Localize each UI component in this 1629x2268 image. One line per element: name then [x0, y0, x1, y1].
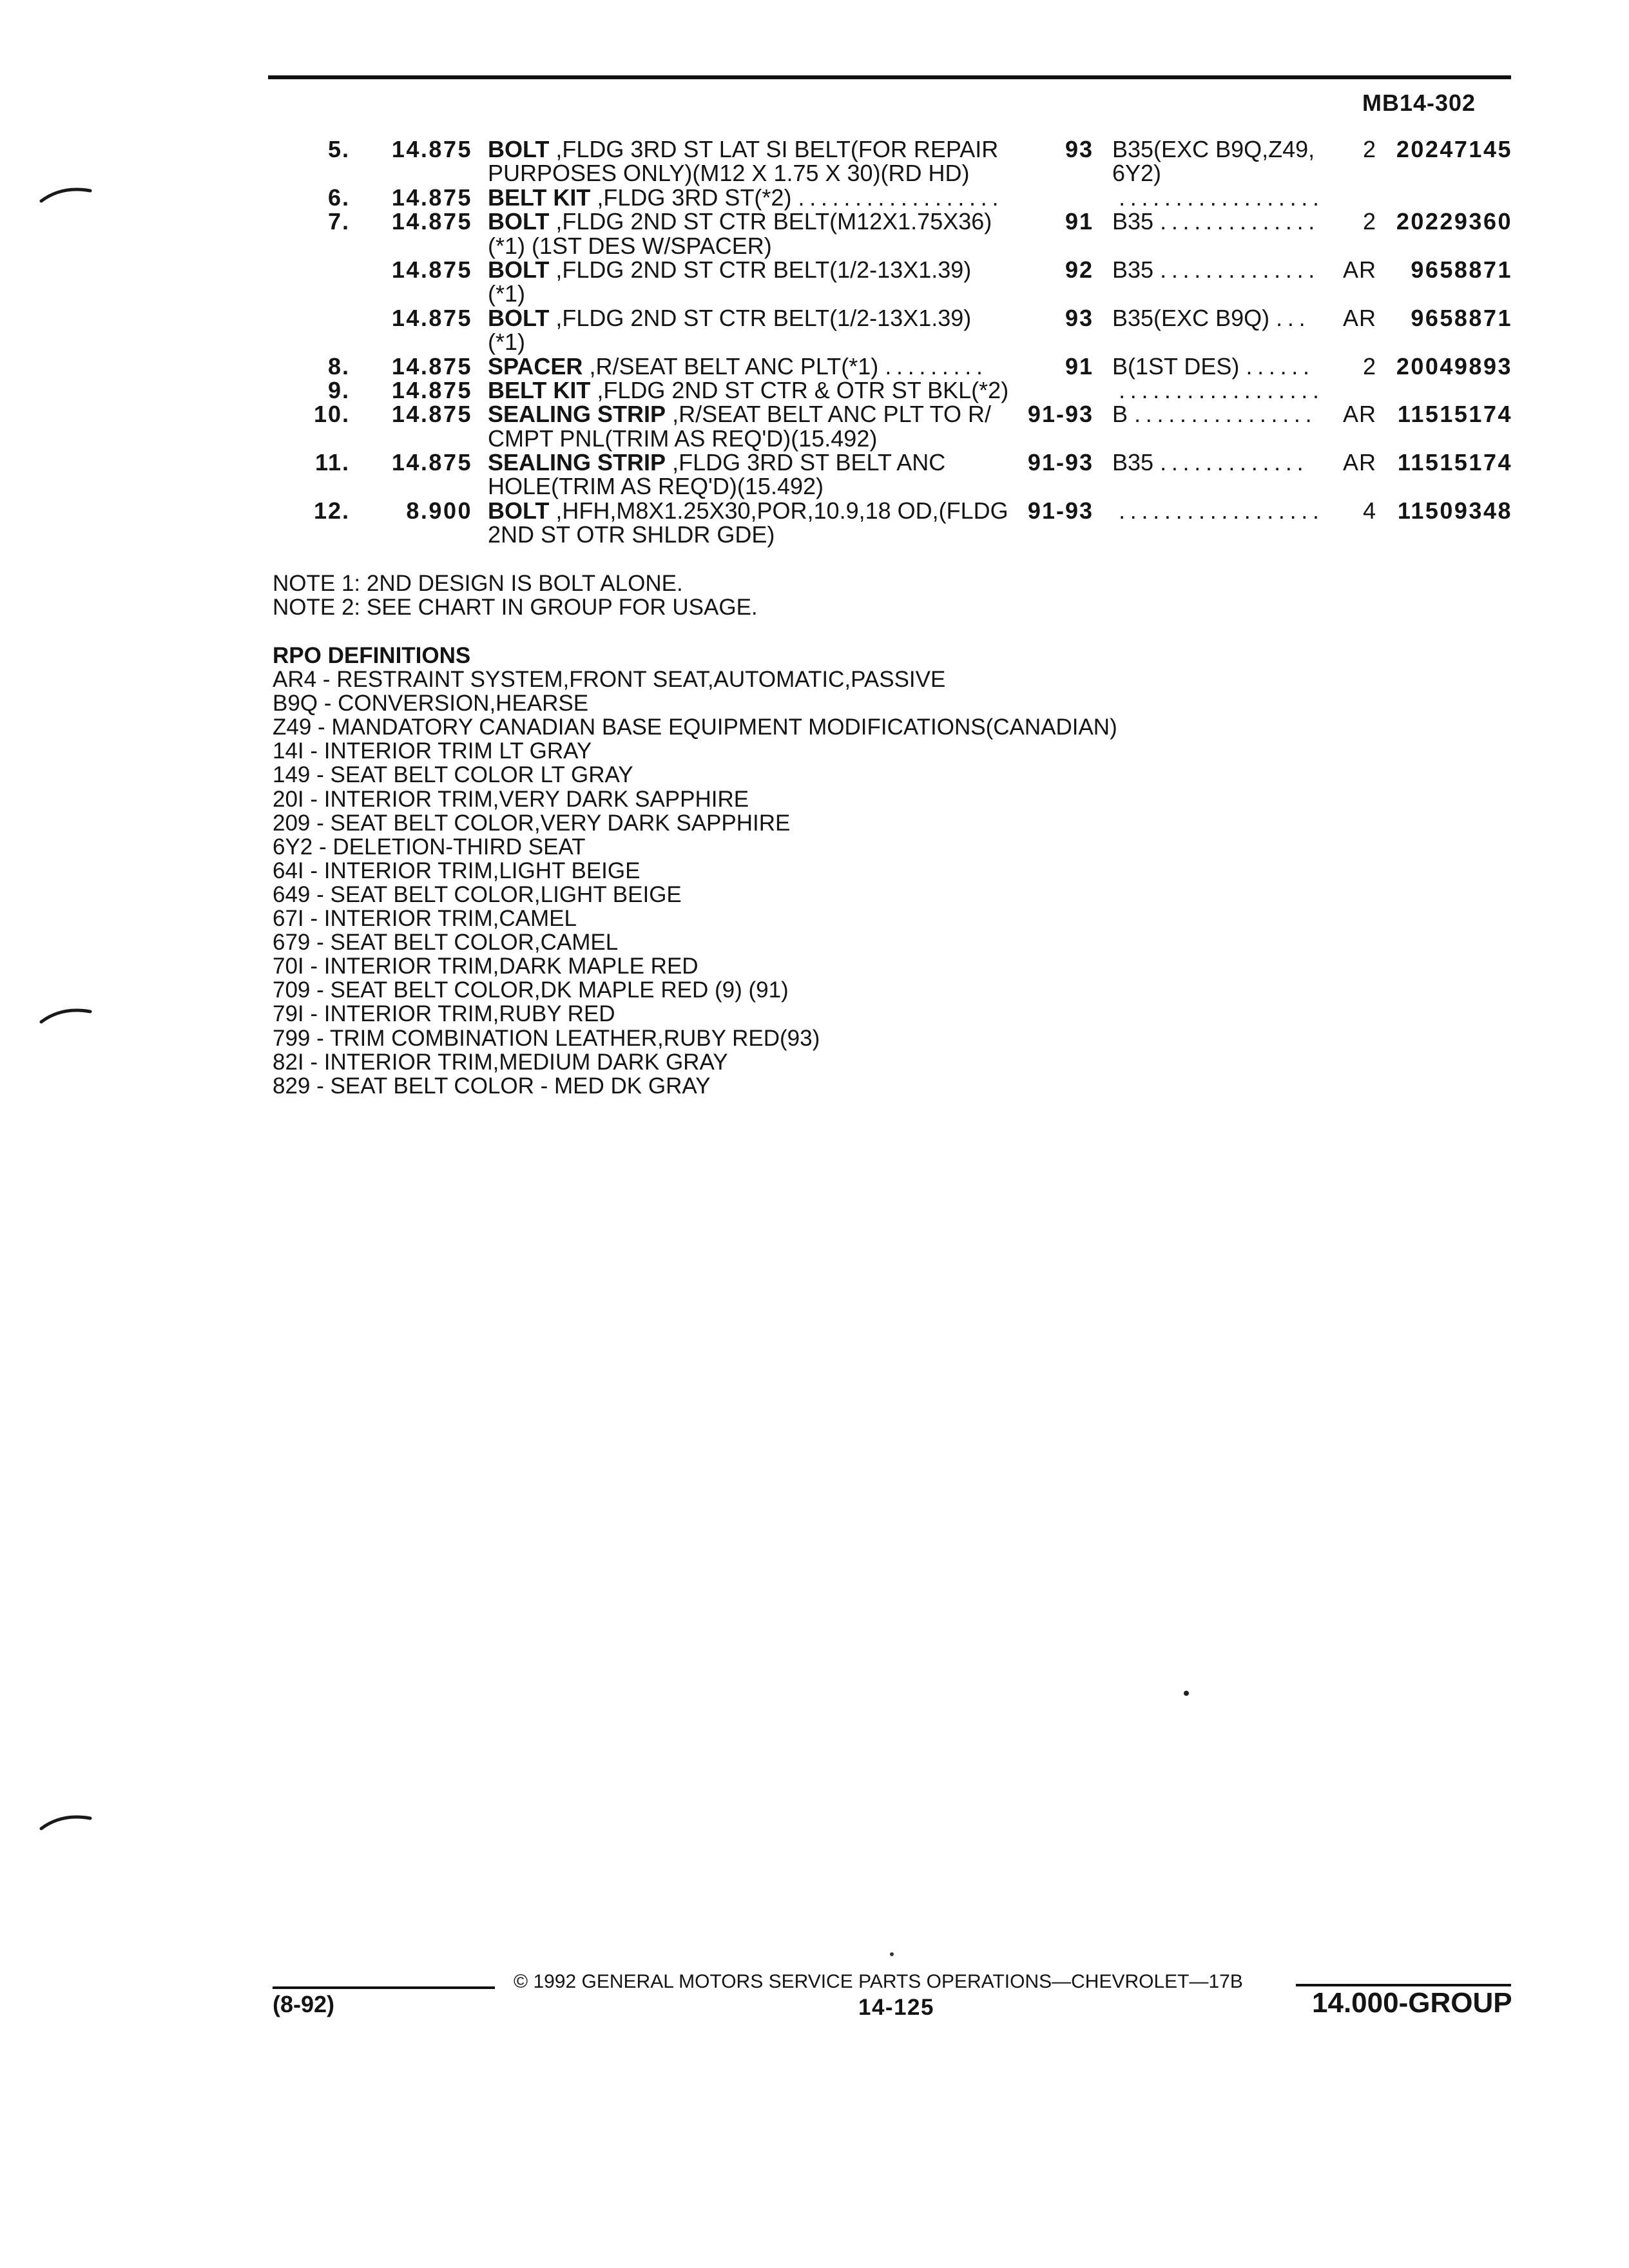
- description-text: (*1) (1ST DES W/SPACER): [488, 232, 772, 259]
- rpo-line: [1112, 137, 1315, 161]
- scan-speck: [1184, 1691, 1189, 1696]
- description-text: CMPT PNL(TRIM AS REQ'D)(15.492): [488, 425, 878, 452]
- leader-dots: ..............: [1160, 256, 1320, 283]
- description-line: [488, 234, 1629, 258]
- quantity: 2: [1362, 136, 1376, 162]
- description-text: ,FLDG 2ND ST CTR BELT(M12X1.75X36): [555, 208, 992, 235]
- catalog-number: 14.875: [391, 304, 472, 331]
- part-description: [488, 186, 1629, 209]
- description-line: [488, 523, 1629, 546]
- description-text: ,FLDG 3RD ST(*2): [597, 184, 792, 211]
- part-description: [488, 378, 1629, 402]
- rpo-definition: 67I - INTERIOR TRIM,CAMEL: [273, 906, 577, 932]
- rpo-definition: 70I - INTERIOR TRIM,DARK MAPLE RED: [273, 954, 699, 979]
- quantity: AR: [1342, 401, 1376, 428]
- part-number: 11515174: [1397, 449, 1512, 476]
- description-text: ,R/SEAT BELT ANC PLT TO R/: [672, 401, 991, 428]
- parts-row: [0, 378, 1629, 402]
- description-line: [488, 161, 1629, 185]
- quantity: AR: [1342, 304, 1376, 331]
- description-line: [488, 282, 1629, 305]
- catalog-number: 14.875: [391, 352, 472, 380]
- rpo-code-text: B: [1112, 401, 1128, 428]
- note-line: NOTE 1: 2ND DESIGN IS BOLT ALONE.: [273, 571, 683, 596]
- rpo-codes: [1112, 354, 1315, 378]
- quantity: AR: [1342, 256, 1376, 283]
- catalog-number: 14.875: [391, 401, 472, 428]
- rpo-line: [1112, 354, 1315, 378]
- rpo-line: [1112, 209, 1320, 233]
- rpo-definition: 209 - SEAT BELT COLOR,VERY DARK SAPPHIRE: [273, 810, 791, 836]
- parts-row: [0, 209, 1629, 258]
- quantity: 2: [1362, 208, 1376, 235]
- rpo-codes: [1112, 209, 1320, 233]
- description-text: (*1): [488, 329, 526, 356]
- rpo-codes: [1112, 499, 1324, 523]
- parts-table: [0, 137, 1629, 547]
- description-text: ,HFH,M8X1.25X30,POR,10.9,18 OD,(FLDG: [555, 497, 1008, 524]
- description-text: ,FLDG 2ND ST CTR & OTR ST BKL(*2): [597, 376, 1009, 403]
- rpo-line: [1112, 161, 1315, 185]
- rpo-codes: [1112, 450, 1308, 474]
- scan-speck: [890, 1952, 894, 1956]
- top-rule: [268, 75, 1511, 79]
- rpo-definition: Z49 - MANDATORY CANADIAN BASE EQUIPMENT MODIFICATIONS(CANADIAN): [273, 715, 1117, 740]
- punch-hole-mark: [41, 1010, 90, 1022]
- leader-dots: ......: [1246, 352, 1315, 380]
- catalog-number: 14.875: [391, 136, 472, 162]
- rpo-line: [1112, 402, 1316, 426]
- parts-row: [0, 306, 1629, 354]
- rpo-code-text: B(1ST DES): [1112, 352, 1240, 380]
- catalog-number: 14.875: [391, 449, 472, 476]
- leader-dots: .........: [885, 352, 988, 380]
- rpo-codes: [1112, 258, 1320, 282]
- rpo-line: [1112, 450, 1308, 474]
- leader-dots: ................: [1134, 401, 1317, 428]
- parts-row: [0, 354, 1629, 378]
- leader-dots: ..................: [798, 184, 1004, 211]
- model-year: 91-93: [1027, 497, 1094, 524]
- rpo-line: [1112, 258, 1320, 282]
- leader-dots: ..................: [1119, 497, 1324, 524]
- rpo-line: [1112, 186, 1324, 209]
- note-line: NOTE 2: SEE CHART IN GROUP FOR USAGE.: [273, 595, 758, 620]
- rpo-definition: 649 - SEAT BELT COLOR,LIGHT BEIGE: [273, 881, 682, 907]
- rpo-definition: 149 - SEAT BELT COLOR LT GRAY: [273, 762, 633, 788]
- rpo-code-text: B35: [1112, 208, 1154, 235]
- part-name: BOLT: [488, 497, 550, 524]
- rpo-definition: 79I - INTERIOR TRIM,RUBY RED: [273, 1001, 615, 1027]
- model-year: 91: [1065, 352, 1094, 380]
- model-year: 92: [1065, 256, 1094, 283]
- part-number: 20049893: [1396, 352, 1512, 380]
- model-year: 93: [1065, 304, 1094, 331]
- catalog-number: 14.875: [391, 184, 472, 211]
- rpo-codes: [1112, 378, 1324, 402]
- item-number: 10.: [313, 401, 350, 428]
- part-name: BOLT: [488, 304, 550, 331]
- description-text: HOLE(TRIM AS REQ'D)(15.492): [488, 473, 824, 500]
- description-line: [488, 186, 1629, 209]
- rpo-definition: 679 - SEAT BELT COLOR,CAMEL: [273, 930, 619, 956]
- model-year: 91-93: [1027, 449, 1094, 476]
- rpo-code-text: B35(EXC B9Q,Z49,: [1112, 136, 1315, 162]
- description-text: ,FLDG 2ND ST CTR BELT(1/2-13X1.39): [555, 304, 972, 331]
- rpo-code-text: 6Y2): [1112, 160, 1162, 187]
- part-number: 9658871: [1411, 256, 1512, 283]
- description-line: [488, 474, 1629, 498]
- item-number: 9.: [327, 376, 350, 403]
- description-text: ,FLDG 3RD ST LAT SI BELT(FOR REPAIR: [555, 136, 999, 162]
- rpo-line: [1112, 306, 1310, 330]
- leader-dots: .............: [1160, 449, 1309, 476]
- quantity: 4: [1362, 497, 1376, 524]
- model-year: 91: [1065, 208, 1094, 235]
- part-name: SEALING STRIP: [488, 401, 666, 428]
- rpo-definition: 20I - INTERIOR TRIM,VERY DARK SAPPHIRE: [273, 786, 749, 812]
- rpo-line: [1112, 499, 1324, 523]
- model-year: 91-93: [1027, 401, 1094, 428]
- catalog-number: 14.875: [391, 208, 472, 235]
- description-line: [488, 378, 1629, 402]
- description-text: ,FLDG 3RD ST BELT ANC: [672, 449, 946, 476]
- rpo-codes: [1112, 186, 1324, 209]
- leader-dots: ..............: [1160, 208, 1320, 235]
- part-name: BELT KIT: [488, 184, 591, 211]
- footer-rule-left: [273, 1986, 495, 1989]
- part-name: BOLT: [488, 136, 550, 162]
- part-number: 20229360: [1396, 208, 1512, 235]
- part-number: 20247145: [1396, 136, 1512, 162]
- catalog-number: 8.900: [406, 497, 472, 524]
- description-text: 2ND ST OTR SHLDR GDE): [488, 521, 775, 548]
- parts-row: [0, 258, 1629, 306]
- catalog-number: 14.875: [391, 376, 472, 403]
- rpo-definition: 799 - TRIM COMBINATION LEATHER,RUBY RED(93): [273, 1025, 820, 1051]
- rpo-definitions-title: RPO DEFINITIONS: [273, 643, 471, 668]
- description-line: [488, 330, 1629, 354]
- rpo-definition: 14I - INTERIOR TRIM LT GRAY: [273, 738, 592, 764]
- rpo-definition: 709 - SEAT BELT COLOR,DK MAPLE RED (9) (91): [273, 977, 789, 1003]
- parts-row: [0, 499, 1629, 547]
- parts-row: [0, 450, 1629, 499]
- part-name: BELT KIT: [488, 376, 591, 403]
- rpo-definition: 82I - INTERIOR TRIM,MEDIUM DARK GRAY: [273, 1049, 728, 1075]
- part-name: SEALING STRIP: [488, 449, 666, 476]
- item-number: 6.: [327, 184, 350, 211]
- description-text: ,FLDG 2ND ST CTR BELT(1/2-13X1.39): [555, 256, 972, 283]
- item-number: 5.: [327, 136, 350, 162]
- item-number: 11.: [314, 449, 350, 476]
- item-number: 7.: [327, 208, 350, 235]
- part-number: 11515174: [1397, 401, 1512, 428]
- parts-row: [0, 186, 1629, 209]
- item-number: 8.: [327, 352, 350, 380]
- description-text: PURPOSES ONLY)(M12 X 1.75 X 30)(RD HD): [488, 160, 970, 187]
- rpo-line: [1112, 378, 1324, 402]
- page-code: MB14-302: [1362, 90, 1476, 116]
- leader-dots: ..................: [1119, 376, 1324, 403]
- rpo-definition: 829 - SEAT BELT COLOR - MED DK GRAY: [273, 1073, 711, 1099]
- quantity: 2: [1362, 352, 1376, 380]
- rpo-definition: 64I - INTERIOR TRIM,LIGHT BEIGE: [273, 858, 641, 883]
- description-line: [488, 427, 1629, 450]
- part-name: BOLT: [488, 208, 550, 235]
- notes: [273, 572, 758, 619]
- rpo-codes: [1112, 402, 1316, 426]
- item-number: 12.: [313, 497, 350, 524]
- model-year: 93: [1065, 136, 1094, 162]
- part-name: BOLT: [488, 256, 550, 283]
- group-label: 14.000-GROUP: [1312, 1987, 1512, 2019]
- catalog-number: 14.875: [391, 256, 472, 283]
- page-number: 14-125: [858, 1995, 934, 2020]
- part-number: 11509348: [1397, 497, 1512, 524]
- rpo-code-text: B35(EXC B9Q): [1112, 304, 1270, 331]
- rpo-codes: [1112, 306, 1310, 330]
- leader-dots: ...: [1276, 304, 1311, 331]
- rpo-definition: AR4 - RESTRAINT SYSTEM,FRONT SEAT,AUTOMATIC,PASSIVE: [273, 667, 946, 693]
- punch-hole-mark: [41, 1817, 90, 1829]
- part-number: 9658871: [1411, 304, 1512, 331]
- leader-dots: ..................: [1119, 184, 1324, 211]
- description-text: ,R/SEAT BELT ANC PLT(*1): [589, 352, 879, 380]
- rpo-definition: B9Q - CONVERSION,HEARSE: [273, 691, 589, 716]
- parts-row: [0, 137, 1629, 186]
- rpo-code-text: B35: [1112, 256, 1154, 283]
- parts-row: [0, 402, 1629, 450]
- description-text: (*1): [488, 280, 526, 307]
- rpo-definitions: [273, 644, 1117, 1098]
- rpo-definition: 6Y2 - DELETION-THIRD SEAT: [273, 834, 586, 860]
- copyright: © 1992 GENERAL MOTORS SERVICE PARTS OPERATIONS—CHEVROLET—17B: [514, 1971, 1243, 1992]
- revision-date: (8-92): [273, 1991, 335, 2017]
- part-name: SPACER: [488, 352, 583, 380]
- quantity: AR: [1342, 449, 1376, 476]
- rpo-code-text: B35: [1112, 449, 1154, 476]
- rpo-codes: [1112, 137, 1315, 186]
